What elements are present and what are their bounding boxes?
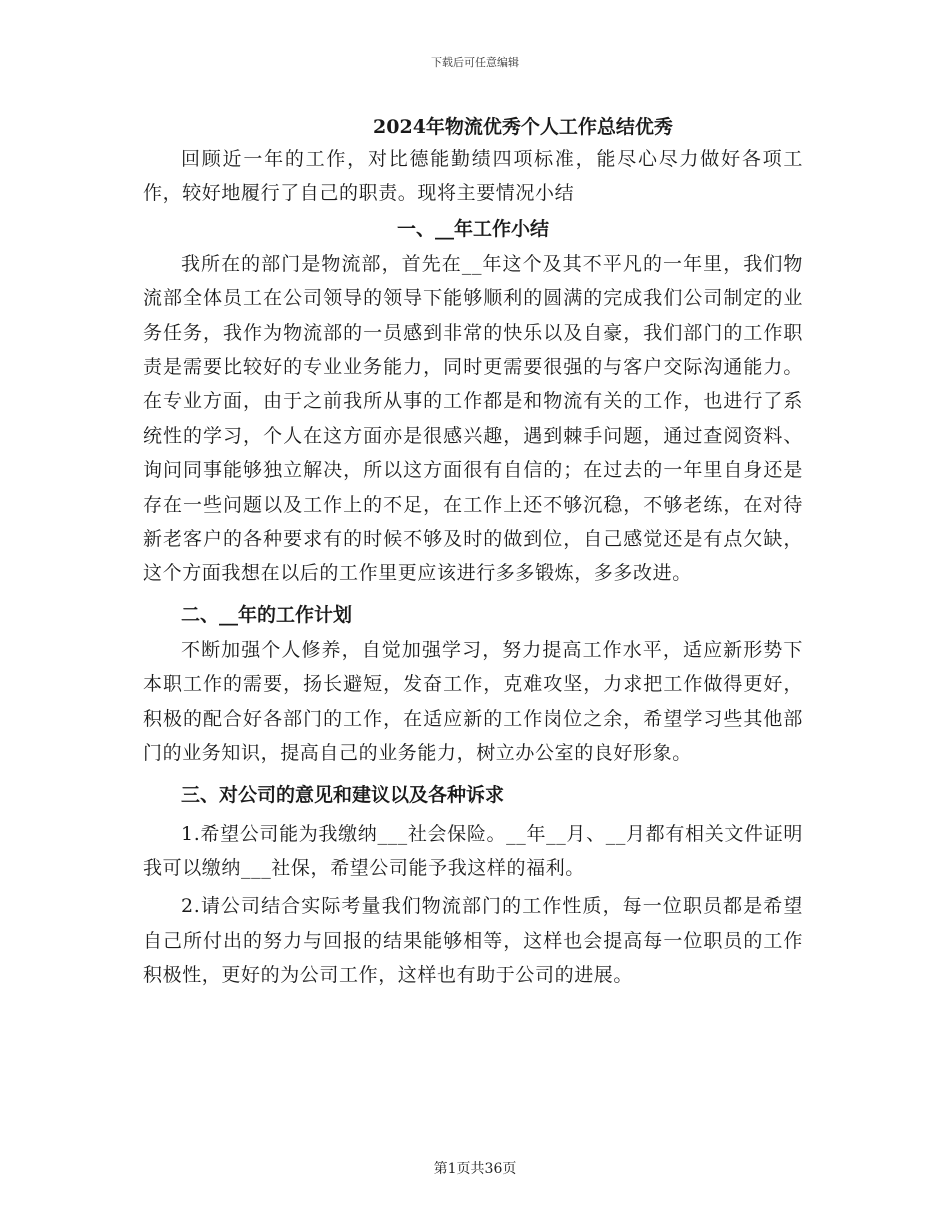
- section1-paragraph: 我所在的部门是物流部，首先在__年这个及其不平凡的一年里，我们物流部全体员工在公司领导的领导下能够顺利的圆满的完成我们公司制定的业务任务，我作为物流部的一员感到非常的快乐以及自豪，我们部门的工作职责是需要比较好的专业业务能力，同时更需要很强的与客户交际沟通能力。在专业方面，由于之前我所从事的工作都是和物流有关的工作，也进行了系统性的学习，个人在这方面亦是很感兴趣，遇到棘手问题，通过查阅资料、询问同事能够独立解决，所以这方面很有自信的；在过去的一年里自身还是存在一些问题以及工作上的不足，在工作上还不够沉稳，不够老练，在对待新老客户的各种要求有的时候不够及时的做到位，自己感觉还是有点欠缺，这个方面我想在以后的工作里更应该进行多多锻炼，多多改进。: [143, 252, 803, 585]
- document-body: [143, 112, 803, 993]
- document-title: 2024年物流优秀个人工作总结优秀: [373, 116, 673, 138]
- section3-heading: 三、对公司的意见和建议以及各种诉求: [181, 783, 505, 806]
- section2-paragraph: 不断加强个人修养，自觉加强学习，努力提高工作水平，适应新形势下本职工作的需要，扬长避短，发奋工作，克难攻坚，力求把工作做得更好，积极的配合好各部门的工作，在适应新的工作岗位之余，希望学习些其他部门的业务知识，提高自己的业务能力，树立办公室的良好形象。: [143, 638, 803, 765]
- page-number: 第1页共36页: [433, 1161, 517, 1177]
- intro-paragraph: 回顾近一年的工作，对比德能勤绩四项标准，能尽心尽力做好各项工作，较好地履行了自己的职责。现将主要情况小结: [143, 148, 803, 205]
- list-item-1: 1.希望公司能为我缴纳___社会保险。__年__月、__月都有相关文件证明我可以缴纳___社保，希望公司能予我这样的福利。: [143, 822, 803, 879]
- section2-heading: 二、__年的工作计划: [181, 603, 353, 626]
- page-header: 下载后可任意编辑: [431, 56, 519, 69]
- list-item-2: 2.请公司结合实际考量我们物流部门的工作性质，每一位职员都是希望自己所付出的努力与回报的结果能够相等，这样也会提高每一位职员的工作积极性，更好的为公司工作，这样也有助于公司的进展。: [143, 895, 803, 987]
- section1-heading: 一、__年工作小结: [396, 217, 549, 240]
